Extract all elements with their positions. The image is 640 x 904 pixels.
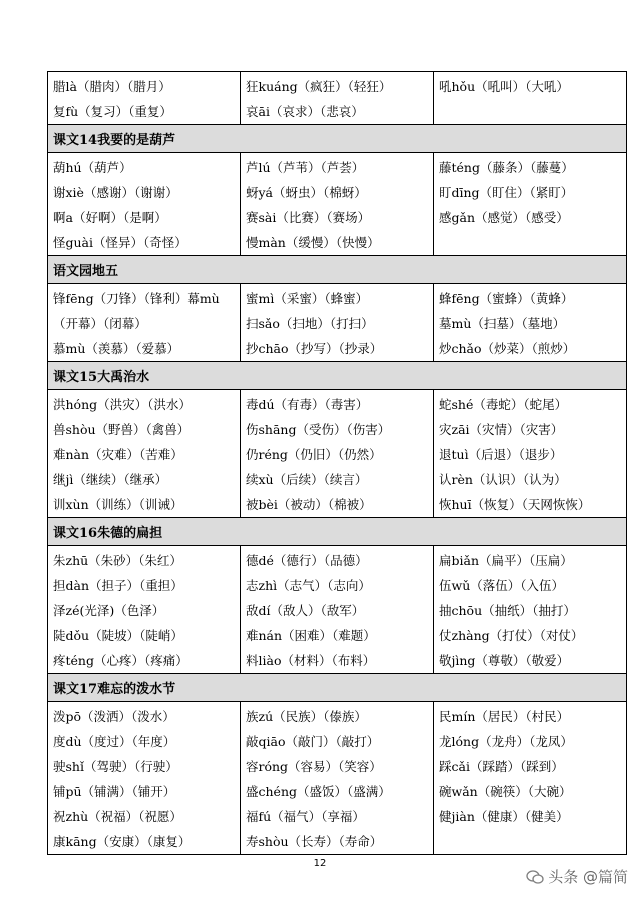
table-row xyxy=(48,72,627,125)
word-entry: 盯dīng（盯住）（紧盯） xyxy=(439,185,574,200)
word-entry: 伤shāng（受伤）（伤害） xyxy=(246,422,391,437)
word-entry: 料liào（材料）（布料） xyxy=(246,653,376,668)
word-entry: 难nán（困难）（难题） xyxy=(246,628,376,643)
table-cell xyxy=(241,153,434,256)
word-entry: 难nàn（灾难）（苦难） xyxy=(53,447,183,462)
word-entry: 慢màn（缓慢）（快慢） xyxy=(246,235,380,250)
word-entry: 藤téng（藤条）（藤蔓） xyxy=(439,160,574,175)
word-entry: 扫sǎo（扫地）（打扫） xyxy=(246,316,374,331)
vocabulary-table xyxy=(47,71,627,855)
table-cell xyxy=(48,153,241,256)
word-entry: 寿shòu（长寿）（寿命） xyxy=(246,834,383,849)
word-entry: 续xù（后续）（续言） xyxy=(246,472,368,487)
word-entry: 族zú（民族）（傣族） xyxy=(246,709,367,724)
word-entry: 兽shòu（野兽）（禽兽） xyxy=(53,422,190,437)
word-entry: 被bèi（被动）（棉被） xyxy=(246,497,372,512)
word-entry: 洪hóng（洪灾）（洪水） xyxy=(53,397,191,412)
word-entry: 毒dú（有毒）（毒害） xyxy=(246,397,369,412)
word-entry: 盛chéng（盛饭）（盛满） xyxy=(246,784,391,799)
word-entry: 陡dǒu（陡坡）（陡峭） xyxy=(53,628,183,643)
word-entry: 继jì（继续）（继承） xyxy=(53,472,168,487)
table-row xyxy=(48,702,627,855)
word-entry: 怪guài（怪异）（奇怪） xyxy=(53,235,187,250)
word-entry: 祝zhù（祝福）（祝愿） xyxy=(53,809,182,824)
table-cell xyxy=(48,390,241,518)
table-cell xyxy=(48,284,241,362)
table-cell xyxy=(434,284,627,362)
word-entry: 哀āi（哀求）（悲哀） xyxy=(246,104,364,119)
word-entry: 感gǎn（感觉）（感受） xyxy=(439,210,569,225)
word-entry: 福fú（福气）（享福） xyxy=(246,809,365,824)
word-entry: 认rèn（认识）（认为） xyxy=(439,472,567,487)
word-entry: 蛇shé（毒蛇）（蛇尾） xyxy=(439,397,568,412)
word-entry: 腊là（腊肉）（腊月） xyxy=(53,79,171,94)
section-title: 课文17难忘的泼水节 xyxy=(48,674,627,702)
section-header-row xyxy=(48,674,627,702)
word-entry: 伍wǔ（落伍）（入伍） xyxy=(439,578,565,593)
word-entry: 谢xiè（感谢）（谢谢） xyxy=(53,185,178,200)
word-entry: 志zhì（志气）（志向） xyxy=(246,578,371,593)
section-title: 语文园地五 xyxy=(48,256,627,284)
table-cell xyxy=(434,546,627,674)
word-entry: 抽chōu（抽纸）（抽打） xyxy=(439,603,576,618)
word-entry: 啊a（好啊）（是啊） xyxy=(53,210,167,225)
section-title: 课文16朱德的扁担 xyxy=(48,518,627,546)
table-cell xyxy=(48,546,241,674)
word-entry: （开幕）（闭幕） xyxy=(53,316,147,331)
word-entry: 锋fēng（刀锋）（锋利）幕mù xyxy=(53,291,220,306)
table-cell xyxy=(434,702,627,855)
word-entry: 朱zhū（朱砂）（朱红） xyxy=(53,553,182,568)
word-entry: 驶shǐ（驾驶）（行驶） xyxy=(53,759,178,774)
section-header-row xyxy=(48,125,627,153)
word-entry: 蜜mì（采蜜）（蜂蜜） xyxy=(246,291,369,306)
word-entry: 扁biǎn（扁平）（压扁） xyxy=(439,553,573,568)
word-entry: 德dé（德行）（品德） xyxy=(246,553,368,568)
word-entry: 吼hǒu（吼叫）（大吼） xyxy=(439,79,569,94)
table-cell xyxy=(48,702,241,855)
watermark xyxy=(526,866,628,887)
wechat-logo-icon xyxy=(526,870,544,884)
word-entry: 灾zāi（灾情）（灾害） xyxy=(439,422,564,437)
word-entry: 担dàn（担子）（重担） xyxy=(53,578,183,593)
word-entry: 芦lú（芦苇）（芦荟） xyxy=(246,160,365,175)
word-entry: 度dù（度过）（年度） xyxy=(53,734,176,749)
word-entry: 蚜yá（蚜虫）（棉蚜） xyxy=(246,185,367,200)
table-row xyxy=(48,284,627,362)
section-header-row xyxy=(48,256,627,284)
word-entry: 泼pō（泼洒）（泼水） xyxy=(53,709,175,724)
word-entry: 慕mù（羡慕）（爱慕） xyxy=(53,341,180,356)
word-entry: 炒chǎo（炒菜）（煎炒） xyxy=(439,341,576,356)
table-cell xyxy=(241,72,434,125)
section-header-row xyxy=(48,518,627,546)
table-cell xyxy=(434,72,627,125)
page-number: 12 xyxy=(313,858,327,869)
word-entry: 仍réng（仍旧）（仍然） xyxy=(246,447,382,462)
word-entry: 退tuì（后退）（退步） xyxy=(439,447,563,462)
table-row xyxy=(48,153,627,256)
word-entry: 民mín（居民）（村民） xyxy=(439,709,570,724)
table-cell xyxy=(241,702,434,855)
table-cell xyxy=(241,390,434,518)
word-entry: 蜂fēng（蜜蜂）（黄蜂） xyxy=(439,291,574,306)
word-entry: 训xùn（训练）（训诫） xyxy=(53,497,183,512)
word-entry: 墓mù（扫墓）（墓地） xyxy=(439,316,566,331)
word-entry: 敲qiāo（敲门）（敲打） xyxy=(246,734,380,749)
table-cell xyxy=(434,390,627,518)
section-title: 课文15大禹治水 xyxy=(48,362,627,390)
word-entry: 敬jìng（尊敬）（敬爱） xyxy=(439,653,570,668)
word-entry: 敌dí（敌人）（敌军） xyxy=(246,603,365,618)
section-header-row xyxy=(48,362,627,390)
table-row xyxy=(48,390,627,518)
table-row xyxy=(48,546,627,674)
word-entry: 狂kuáng（疯狂）（轻狂） xyxy=(246,79,392,94)
word-entry: 抄chāo（抄写）（抄录） xyxy=(246,341,383,356)
word-entry: 复fù（复习）（重复） xyxy=(53,104,172,119)
section-title: 课文14我要的是葫芦 xyxy=(48,125,627,153)
word-entry: 容róng（容易）（笑容） xyxy=(246,759,382,774)
watermark-text: 头条 @篇简 xyxy=(548,868,628,886)
word-entry: 康kāng（安康）（康复） xyxy=(53,834,191,849)
word-entry: 仗zhàng（打仗）（对仗） xyxy=(439,628,584,643)
word-entry: 碗wǎn（碗筷）（大碗） xyxy=(439,784,572,799)
word-entry: 恢huī（恢复）（天网恢恢） xyxy=(439,497,591,512)
table-cell xyxy=(434,153,627,256)
word-entry: 疼téng（心疼）（疼痛） xyxy=(53,653,188,668)
table-cell xyxy=(241,284,434,362)
table-cell xyxy=(241,546,434,674)
word-entry: 踩cǎi（踩踏）（踩到） xyxy=(439,759,564,774)
word-entry: 龙lóng（龙舟）（龙凤） xyxy=(439,734,573,749)
word-entry: 泽zé(光泽)（色泽） xyxy=(53,603,165,618)
word-entry: 赛sài（比赛）（赛场） xyxy=(246,210,371,225)
table-cell xyxy=(48,72,241,125)
word-entry: 健jiàn（健康）（健美） xyxy=(439,809,569,824)
word-entry: 葫hú（葫芦） xyxy=(53,160,132,175)
word-entry: 铺pū（铺满）（铺开） xyxy=(53,784,176,799)
